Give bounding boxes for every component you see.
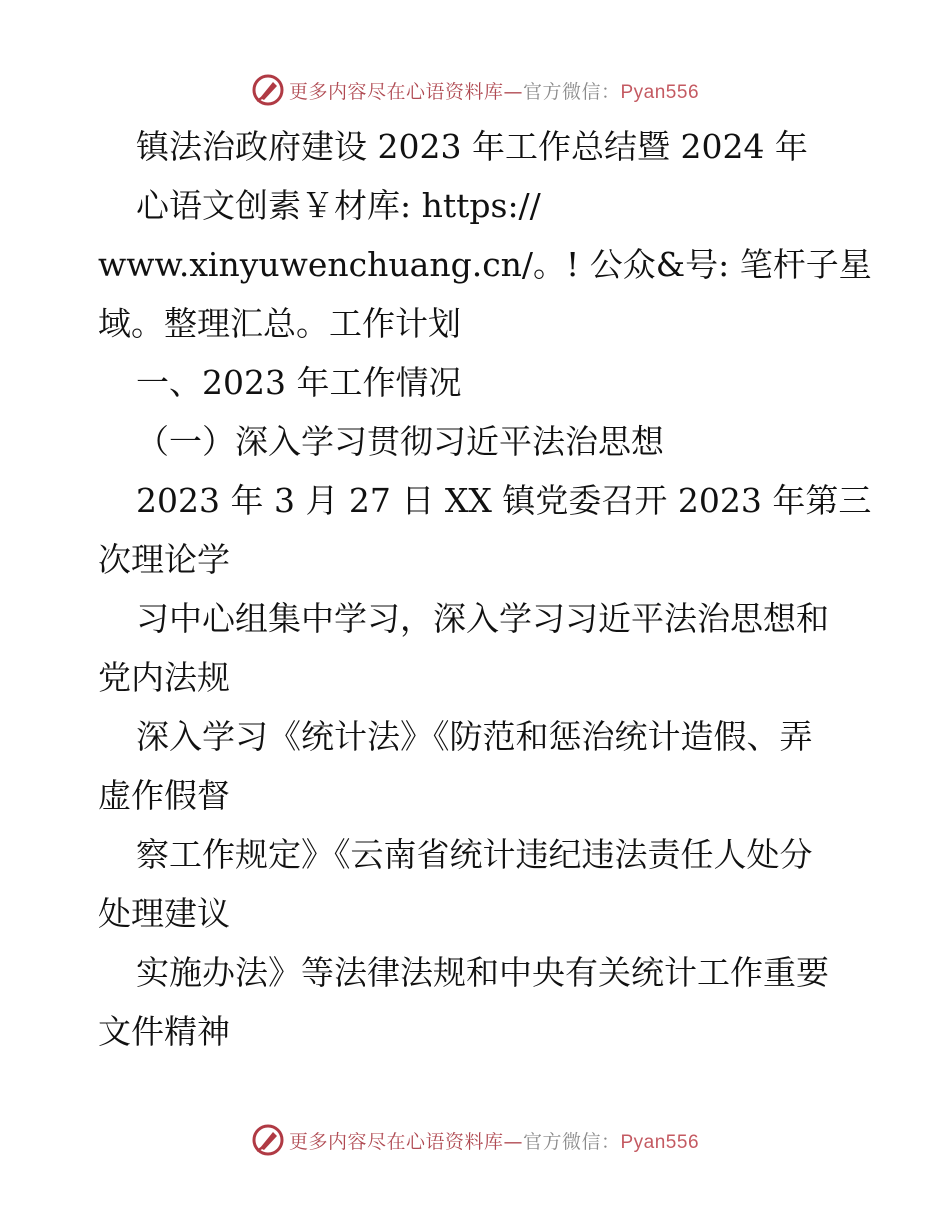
text-line: 虚作假督 (98, 776, 230, 815)
pen-nib-logo-icon (251, 1123, 285, 1157)
header-watermark-banner (0, 70, 950, 110)
text-line: 处理建议 (98, 894, 230, 933)
text-line: 深入学习《统计法》《防范和惩治统计造假、弄 (136, 717, 813, 756)
text-line: 镇法治政府建设 2023 年工作总结暨 2024 年 (136, 127, 808, 166)
text-line: 察工作规定》《云南省统计违纪违法责任人处分 (136, 835, 813, 874)
text-line: 2023 年 3 月 27 日 XX 镇党委召开 2023 年第三 (136, 481, 872, 520)
banner-text: 更多内容尽在心语资料库—官方微信：Pyan556 (288, 80, 700, 103)
text-line: 文件精神 (98, 1012, 230, 1051)
document-body (98, 117, 872, 1061)
text-line: www.xinyuwenchuang.cn/。! 公众&号: 笔杆子星 (98, 245, 872, 284)
pen-nib-logo-icon (251, 73, 285, 107)
banner-text: 更多内容尽在心语资料库—官方微信：Pyan556 (288, 1130, 700, 1153)
text-line: 心语文创素￥材库: https:// (136, 186, 541, 225)
text-line: 实施办法》等法律法规和中央有关统计工作重要 (136, 953, 829, 992)
section-heading: 一、2023 年工作情况 (136, 363, 462, 402)
text-line: 次理论学 (98, 540, 230, 579)
footer-watermark-banner (0, 1120, 950, 1160)
subsection-heading: （一）深入学习贯彻习近平法治思想 (136, 422, 664, 461)
text-line: 域。整理汇总。工作计划 (98, 304, 461, 343)
text-line: 习中心组集中学习，深入学习习近平法治思想和 (136, 599, 829, 638)
text-line: 党内法规 (98, 658, 230, 697)
